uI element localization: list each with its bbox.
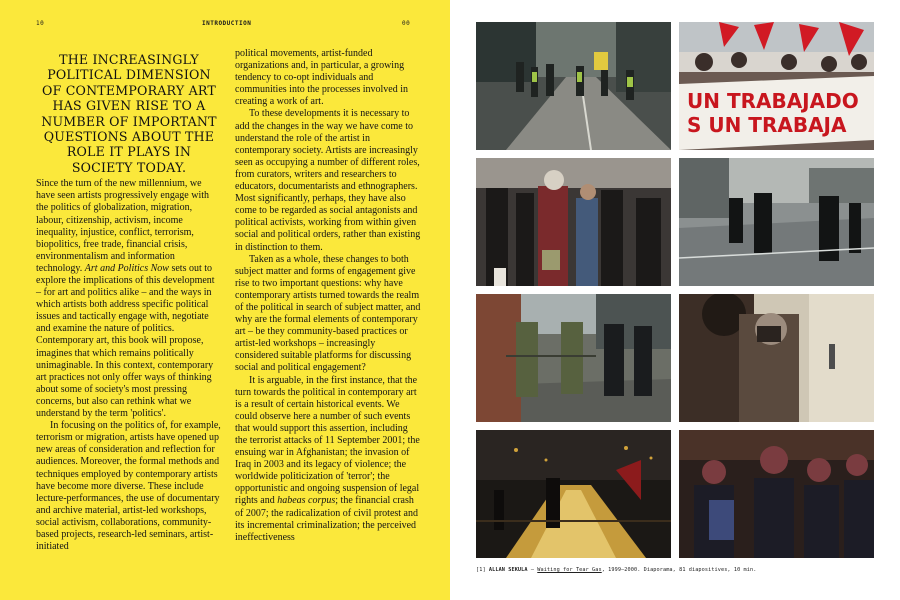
right-column [235, 48, 421, 544]
text-run: ; the financial crash of 2007; the radicalization of civil protest and its incremental criminalization; the perceived ineffectiveness [235, 495, 418, 543]
caption-details: , 1999–2000. Diaporama, 81 diapositives, 10 min. [601, 567, 757, 573]
text-run: sets out to explore the implications of this development – for art and politics alike – and the ways in which artists both address specific political issues and tactically engage with, negotiate and examine the nature of politics. Contemporary art, this book will propose, imagines that which remains politically unimaginable. In this context, contemporary art practices not only offer ways of thinking about some of society's most pressing concerns, but also can rethink what we understand by the term 'politics'. [36, 262, 215, 420]
page-number: 10 [36, 20, 45, 27]
paragraph [36, 178, 222, 420]
paragraph: In focusing on the politics of, for example, terrorism or migration, artists have opened up new areas of consideration and reflection for audiences. Moreover, the formal methods and techniques employed by contemporary artists have become more diverse. These include lecture-performances, the use of documentary and archive material, artist-led workshops, social activism, collaborations, community-based projects, research-led seminars, artist-initiated [36, 420, 221, 553]
caption-separator: – [527, 567, 538, 573]
photo-banner-march [679, 22, 874, 150]
caption-artist: ALLAN SEKULA [488, 567, 528, 573]
paragraph: Taken as a whole, these changes to both subject matter and forms of engagement give rise to two important questions: why have contemporary artists turned towards the realm of the political in search of subject matter, and why are the formal elements of contemporary art – be they community-based practices or artist-led workshops – increasingly considered suitable platforms for discussing social and political engagement? [235, 253, 421, 374]
caption-work-title: Waiting for Tear Gas [537, 567, 602, 573]
paragraph: To these developments it is necessary to add the changes in the way we have come to understand the role of the artist in contemporary society. Artists are increasingly seen as occupying a number of different roles, from curators, writers and researchers to educators, documentarists and ethnographers. Most significantly, perhaps, they have also come to be regarded as social antagonists and political activists, working from within given social and political orders, rather than existing in distinction to them. [235, 108, 421, 253]
paragraph [235, 375, 421, 544]
photo-masked-crowd [476, 158, 671, 286]
book-title: Art and Politics Now [84, 262, 169, 274]
caption-number: [1] [476, 567, 486, 573]
pull-quote: THE INCREASINGLY POLITICAL DIMENSION OF CONTEMPORARY ART HAS GIVEN RISE TO A NUMBER OF IMPORTANT QUESTIONS ABOUT THE ROLE IT PLAYS IN SOCIETY TODAY. [41, 52, 217, 175]
figure-caption [476, 567, 876, 573]
left-column [36, 52, 222, 553]
banner-line-2: S UN TRABAJA [687, 113, 847, 137]
photo-gas-close-up [679, 294, 874, 422]
photo-police-rain [679, 158, 874, 286]
text-run: Since the turn of the new millennium, we have seen artists progressively engage with the politics of globalization, migration, labour, citizenship, activism, income inequality, injustice, conflict, terrorism, biopolitics, free trade, financial crisis, environmentalism and information technology. [36, 178, 210, 274]
paragraph: political movements, artist-funded organizations and, in particular, a growing tendency to co-opt individuals and communities into the processes involved in creating a work of art. [235, 48, 409, 108]
right-body [235, 48, 421, 544]
banner-line-1: UN TRABAJADO [687, 89, 859, 113]
photo-soldiers [476, 294, 671, 422]
section-title: INTRODUCTION [202, 20, 252, 27]
photo-night-crowd [679, 430, 874, 558]
section-ref: 00 [402, 20, 411, 27]
text-run: It is arguable, in the first instance, that the turn towards the political in contemporary art is a result of certain historical events. We could observe here a number of such events that would support this assertion, including the terrorist attacks of 11 September 2001; the ensuing war in Afghanistan; the invasion of Iraq in 2003 and its legacy of violence; the worldwide politicization of 'terror'; the opportunistic and ongoing suspension of legal rights and [235, 374, 420, 507]
photo-night-street [476, 430, 671, 558]
photo-street-march [476, 22, 671, 150]
emphasis: habeas corpus [277, 495, 336, 507]
left-body [36, 178, 222, 553]
